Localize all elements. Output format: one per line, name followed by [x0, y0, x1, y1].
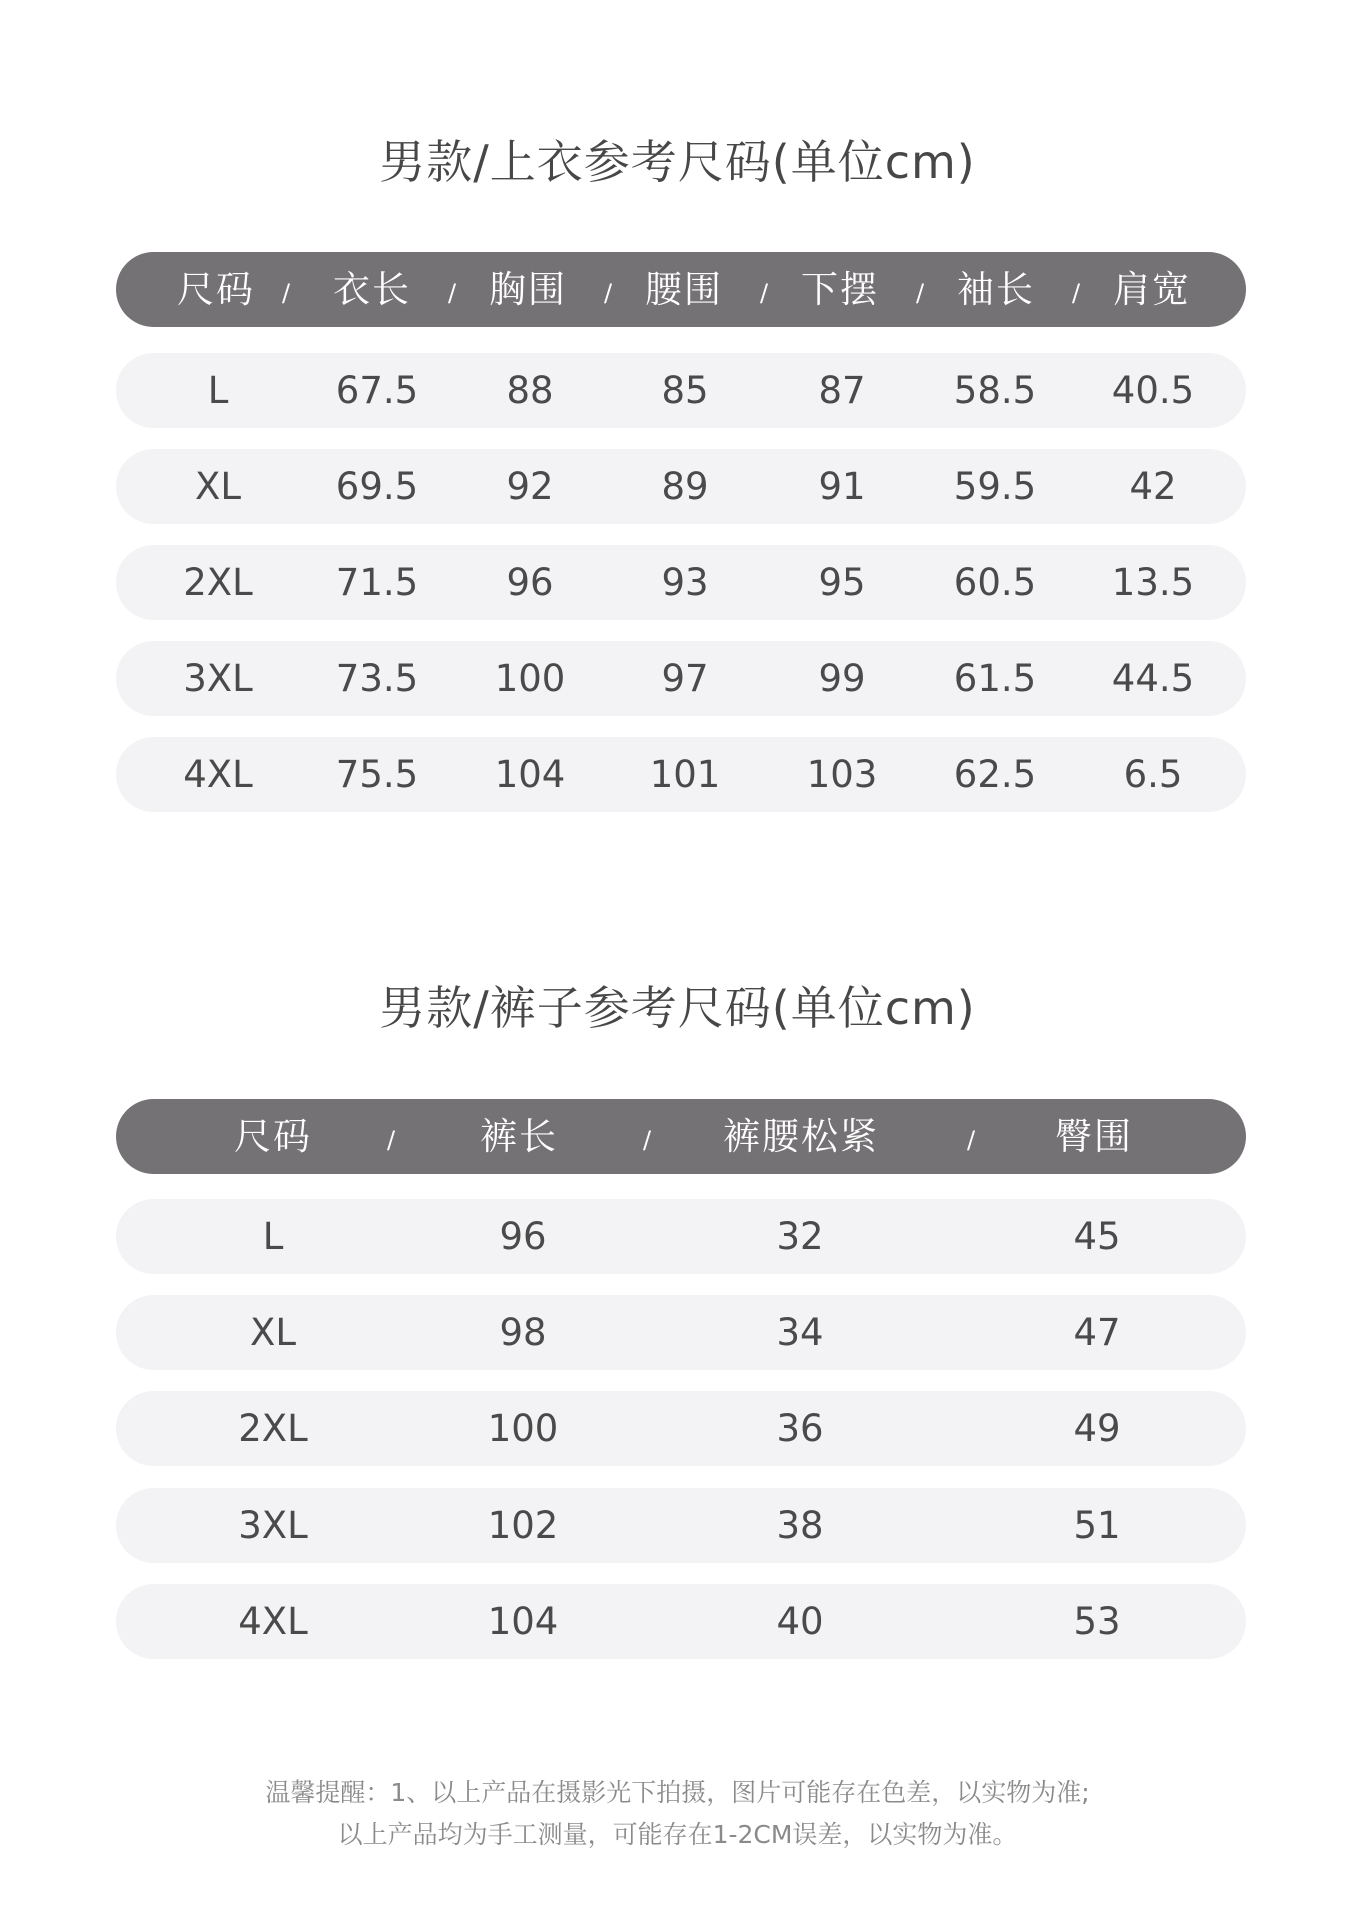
tops-header-separator: /	[447, 279, 457, 307]
tops-cell-sleeve: 59.5	[953, 465, 1037, 508]
tops-cell-size: 3XL	[183, 657, 253, 700]
tops-header-shoulder: 肩宽	[1113, 268, 1191, 311]
note-line-2: 以上产品均为手工测量，可能存在1-2CM误差，以实物为准。	[337, 1820, 1018, 1849]
pants-cell-waistband: 36	[776, 1407, 824, 1450]
pants-cell-size: 4XL	[238, 1600, 308, 1643]
pants-cell-length: 100	[487, 1407, 559, 1450]
tops-cell-waist: 101	[649, 753, 721, 796]
tops-header-chest: 胸围	[489, 268, 567, 311]
tops-cell-waist: 93	[661, 561, 709, 604]
tops-header-separator: /	[759, 279, 769, 307]
tops-cell-length: 71.5	[335, 561, 419, 604]
tops-cell-sleeve: 61.5	[953, 657, 1037, 700]
tops-cell-length: 75.5	[335, 753, 419, 796]
pants-header-row	[116, 1099, 1246, 1174]
pants-cell-hip: 45	[1073, 1215, 1121, 1258]
tops-header-size: 尺码	[177, 268, 255, 311]
pants-header-length: 裤长	[480, 1115, 558, 1158]
pants-row	[116, 1199, 1246, 1274]
tops-cell-size: 2XL	[183, 561, 253, 604]
tops-row	[116, 353, 1246, 428]
tops-cell-length: 73.5	[335, 657, 419, 700]
tops-row	[116, 641, 1246, 716]
pants-header-hip: 臀围	[1055, 1115, 1133, 1158]
tops-row	[116, 545, 1246, 620]
tops-cell-chest: 88	[506, 369, 554, 412]
pants-cell-length: 104	[487, 1600, 559, 1643]
pants-cell-hip: 49	[1073, 1407, 1121, 1450]
pants-cell-waistband: 32	[776, 1215, 824, 1258]
tops-cell-sleeve: 58.5	[953, 369, 1037, 412]
pants-cell-waistband: 38	[776, 1504, 824, 1547]
pants-header-separator: /	[642, 1126, 652, 1154]
pants-cell-length: 102	[487, 1504, 559, 1547]
tops-cell-hem: 99	[818, 657, 866, 700]
tops-cell-chest: 96	[506, 561, 554, 604]
tops-cell-size: L	[207, 369, 229, 412]
tops-row	[116, 449, 1246, 524]
tops-header-separator: /	[281, 279, 291, 307]
tops-cell-waist: 89	[661, 465, 709, 508]
pants-cell-length: 98	[499, 1311, 547, 1354]
pants-row	[116, 1391, 1246, 1466]
tops-cell-waist: 85	[661, 369, 709, 412]
pants-row	[116, 1584, 1246, 1659]
tops-row	[116, 737, 1246, 812]
tops-cell-hem: 87	[818, 369, 866, 412]
tops-cell-length: 67.5	[335, 369, 419, 412]
tops-cell-chest: 92	[506, 465, 554, 508]
tops-header-waist: 腰围	[645, 268, 723, 311]
tops-header-separator: /	[915, 279, 925, 307]
pants-header-separator: /	[966, 1126, 976, 1154]
tops-cell-sleeve: 60.5	[953, 561, 1037, 604]
tops-header-hem: 下摆	[801, 268, 879, 311]
tops-header-separator: /	[1071, 279, 1081, 307]
tops-cell-shoulder: 13.5	[1111, 561, 1195, 604]
tops-cell-sleeve: 62.5	[953, 753, 1037, 796]
tops-cell-shoulder: 44.5	[1111, 657, 1195, 700]
pants-cell-length: 96	[499, 1215, 547, 1258]
pants-row	[116, 1295, 1246, 1370]
note-line-1: 温馨提醒：1、以上产品在摄影光下拍摄，图片可能存在色差，以实物为准;	[265, 1778, 1090, 1807]
tops-header-separator: /	[603, 279, 613, 307]
tops-cell-shoulder: 40.5	[1111, 369, 1195, 412]
tops-cell-hem: 103	[806, 753, 878, 796]
pants-cell-waistband: 34	[776, 1311, 824, 1354]
pants-cell-size: 2XL	[238, 1407, 308, 1450]
tops-header-row	[116, 252, 1246, 327]
pants-cell-hip: 47	[1073, 1311, 1121, 1354]
pants-cell-hip: 53	[1073, 1600, 1121, 1643]
tops-cell-hem: 95	[818, 561, 866, 604]
tops-title: 男款/上衣参考尺码(单位cm)	[379, 135, 976, 189]
pants-header-size: 尺码	[234, 1115, 312, 1158]
pants-cell-size: L	[262, 1215, 284, 1258]
tops-header-sleeve: 袖长	[957, 268, 1035, 311]
tops-cell-size: 4XL	[183, 753, 253, 796]
tops-cell-hem: 91	[818, 465, 866, 508]
tops-cell-size: XL	[195, 465, 241, 508]
pants-cell-hip: 51	[1073, 1504, 1121, 1547]
pants-cell-size: XL	[250, 1311, 296, 1354]
pants-header-waistband: 裤腰松紧	[723, 1115, 879, 1158]
pants-cell-size: 3XL	[238, 1504, 308, 1547]
tops-cell-shoulder: 42	[1129, 465, 1177, 508]
pants-title: 男款/裤子参考尺码(单位cm)	[379, 981, 976, 1035]
pants-header-separator: /	[386, 1126, 396, 1154]
tops-cell-chest: 104	[494, 753, 566, 796]
tops-cell-length: 69.5	[335, 465, 419, 508]
tops-cell-chest: 100	[494, 657, 566, 700]
pants-cell-waistband: 40	[776, 1600, 824, 1643]
tops-header-length: 衣长	[333, 268, 411, 311]
pants-row	[116, 1488, 1246, 1563]
tops-cell-waist: 97	[661, 657, 709, 700]
tops-cell-shoulder: 6.5	[1123, 753, 1183, 796]
